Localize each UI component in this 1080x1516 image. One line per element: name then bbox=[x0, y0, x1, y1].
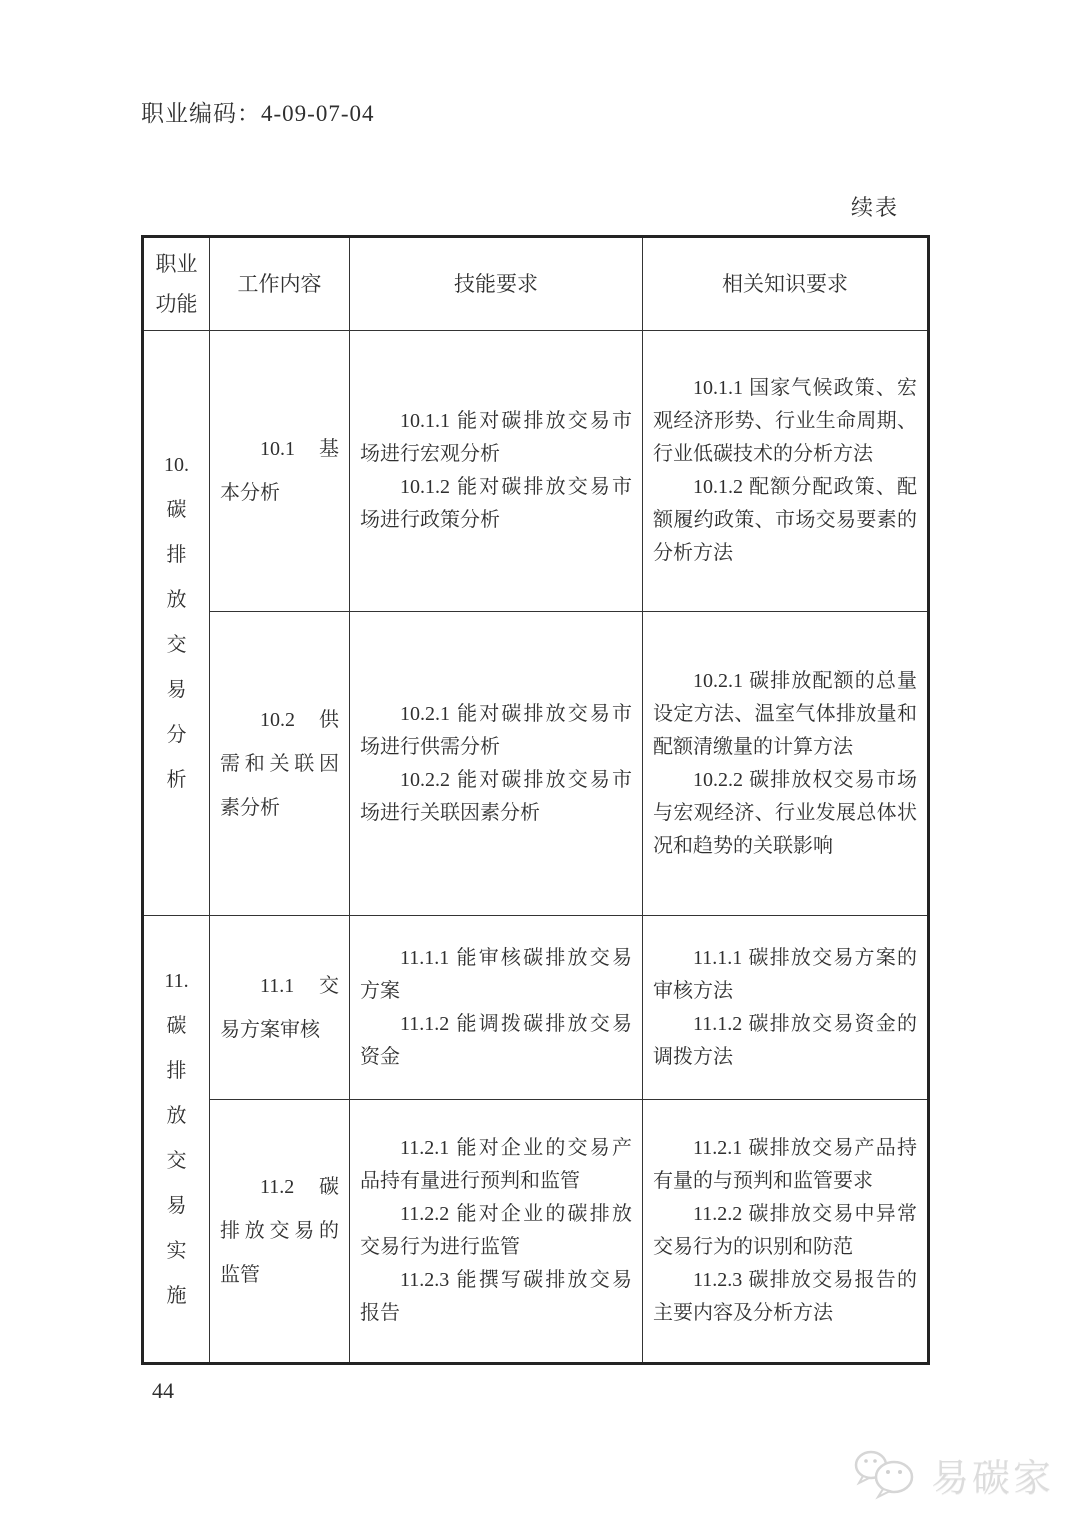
knowledge-item: 10.1.1 国家气候政策、宏观经济形势、行业生命周期、行业低碳技术的分析方法 bbox=[653, 377, 917, 465]
skills-cell-10-2 bbox=[350, 612, 643, 916]
work-item: 11.1 交易方案审核 bbox=[220, 974, 339, 1041]
work-cell-10-1 bbox=[210, 331, 350, 612]
function-cell-11 bbox=[143, 916, 210, 1364]
skills-cell-11-1 bbox=[350, 916, 643, 1100]
skill-item: 10.2.2 能对碳排放交易市场进行关联因素分析 bbox=[360, 768, 632, 824]
knowledge-item: 11.2.2 碳排放交易中异常交易行为的识别和防范 bbox=[653, 1203, 917, 1258]
table-row bbox=[143, 916, 929, 1100]
knowledge-cell-11-1 bbox=[643, 916, 929, 1100]
wechat-logo-icon bbox=[849, 1445, 921, 1503]
knowledge-item: 10.2.1 碳排放配额的总量设定方法、温室气体排放量和配额清缴量的计算方法 bbox=[653, 669, 917, 758]
work-cell-11-2 bbox=[210, 1100, 350, 1364]
function-label-10: 10. 碳排放交易分析 bbox=[164, 454, 189, 791]
table-row bbox=[143, 612, 929, 916]
page-number: 44 bbox=[152, 1378, 174, 1403]
knowledge-item: 11.1.2 碳排放交易资金的调拨方法 bbox=[653, 1012, 917, 1068]
skill-item: 10.1.1 能对碳排放交易市场进行宏观分析 bbox=[360, 410, 632, 465]
continued-table-label: 续表 bbox=[850, 195, 899, 220]
skill-item: 11.2.3 能撰写碳排放交易报告 bbox=[360, 1269, 632, 1324]
skill-item: 11.1.2 能调拨碳排放交易资金 bbox=[360, 1012, 632, 1068]
watermark bbox=[849, 1445, 1054, 1503]
knowledge-cell-10-1 bbox=[643, 331, 929, 612]
knowledge-item: 11.2.1 碳排放交易产品持有量的与预判和监管要求 bbox=[653, 1137, 917, 1192]
skill-item: 11.2.2 能对企业的碳排放交易行为进行监管 bbox=[360, 1203, 632, 1258]
knowledge-item: 11.1.1 碳排放交易方案的审核方法 bbox=[653, 946, 917, 1002]
occupational-standards-table bbox=[141, 235, 930, 1365]
work-item: 10.1 基本分析 bbox=[220, 438, 339, 504]
knowledge-cell-10-2 bbox=[643, 612, 929, 916]
table-header-row bbox=[143, 237, 929, 331]
watermark-text: 易碳家 bbox=[930, 1457, 1054, 1500]
skill-item: 10.1.2 能对碳排放交易市场进行政策分析 bbox=[360, 476, 632, 531]
work-item: 11.2 碳排放交易的监管 bbox=[220, 1176, 339, 1286]
col-header-skill-requirements: 技能要求 bbox=[350, 237, 643, 331]
work-item: 10.2 供需和关联因素分析 bbox=[220, 708, 339, 819]
col-header-knowledge-requirements: 相关知识要求 bbox=[643, 237, 929, 331]
knowledge-item: 10.2.2 碳排放权交易市场与宏观经济、行业发展总体状况和趋势的关联影响 bbox=[653, 768, 917, 857]
skills-cell-11-2 bbox=[350, 1100, 643, 1364]
skill-item: 11.2.1 能对企业的交易产品持有量进行预判和监管 bbox=[360, 1137, 632, 1192]
table-row bbox=[143, 1100, 929, 1364]
function-label-11: 11. 碳排放交易实施 bbox=[164, 970, 189, 1307]
work-cell-10-2 bbox=[210, 612, 350, 916]
skill-item: 11.1.1 能审核碳排放交易方案 bbox=[360, 946, 632, 1002]
skill-item: 10.2.1 能对碳排放交易市场进行供需分析 bbox=[360, 702, 632, 758]
table-row bbox=[143, 331, 929, 612]
knowledge-item: 11.2.3 碳排放交易报告的主要内容及分析方法 bbox=[653, 1269, 917, 1324]
function-cell-10 bbox=[143, 331, 210, 916]
occupation-code: 职业编码：4-09-07-04 bbox=[141, 101, 375, 126]
col-header-occupational-function: 职业功能 bbox=[143, 237, 210, 331]
work-cell-11-1 bbox=[210, 916, 350, 1100]
knowledge-item: 10.1.2 配额分配政策、配额履约政策、市场交易要素的分析方法 bbox=[653, 476, 917, 564]
knowledge-cell-11-2 bbox=[643, 1100, 929, 1364]
skills-cell-10-1 bbox=[350, 331, 643, 612]
col-header-work-content: 工作内容 bbox=[210, 237, 350, 331]
